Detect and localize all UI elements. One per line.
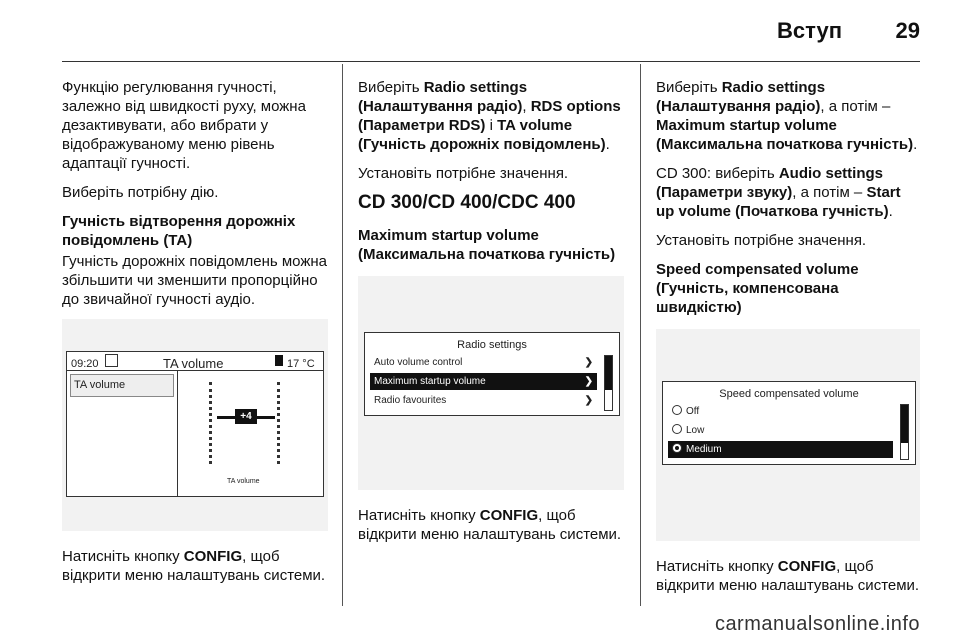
menu-pane <box>67 371 178 496</box>
config-key: CONFIG <box>777 558 837 575</box>
column-divider <box>342 64 343 606</box>
display-screen <box>662 381 916 465</box>
paragraph: Виберіть потрібну дію. <box>62 184 219 201</box>
radio-option[interactable]: Low <box>668 422 893 439</box>
paragraph: CD 300: виберіть Audio settings (Параметри звуку), а потім – Start up volume (Початкова гучність). <box>656 165 901 220</box>
paragraph: Функцію регулювання гучності, залежно від швидкості руху, можна дезактивувати, або вибрати у відображуваному меню рівень адаптації гучності. <box>62 79 306 172</box>
volume-caption: TA volume <box>227 478 260 485</box>
menu-item-selected[interactable]: Maximum startup volume ❯ <box>370 373 597 390</box>
radio-icon <box>672 424 682 434</box>
chevron-right-icon: ❯ <box>584 357 593 368</box>
screen-title: TA volume <box>163 356 224 371</box>
paragraph: Установіть потрібне значення. <box>656 232 867 249</box>
volume-scale-right <box>277 382 284 464</box>
page-number: 29 <box>895 18 920 43</box>
status-bar <box>67 352 323 371</box>
subheading: Speed compensated volume (Гучність, компенсована швидкістю) <box>656 261 859 316</box>
menu-item[interactable]: Radio favourites ❯ <box>370 392 597 409</box>
config-key: CONFIG <box>183 548 243 565</box>
clock: 09:20 <box>71 358 99 370</box>
speed-volume-screenshot <box>656 329 920 541</box>
paragraph: Гучність дорожніх повідомлень можна збільшити чи зменшити пропорційно до звичайної гучності аудіо. <box>62 253 328 308</box>
radio-option-selected[interactable]: Medium <box>668 441 893 458</box>
temperature: 17 °C <box>287 358 315 370</box>
menu-item[interactable]: TA volume <box>70 374 174 397</box>
paragraph: Натисніть кнопку CONFIG, щоб відкрити меню налаштувань системи. <box>62 548 326 584</box>
chevron-right-icon: ❯ <box>584 395 593 406</box>
display-screen <box>66 351 324 497</box>
column-divider <box>640 64 641 606</box>
cd-icon <box>105 354 118 367</box>
column-3 <box>656 78 922 605</box>
scrollbar[interactable] <box>604 355 613 411</box>
screen-title: Speed compensated volume <box>719 388 859 400</box>
subheading: Maximum startup volume (Максимальна початкова гучність) <box>358 227 616 263</box>
paragraph: Виберіть Radio settings (Налаштування радіо), а потім – Maximum startup volume (Максимальна початкова гучність). <box>656 79 918 153</box>
ta-volume-screenshot <box>62 319 328 531</box>
config-key: CONFIG <box>479 507 539 524</box>
paragraph: Натисніть кнопку CONFIG, щоб відкрити меню налаштувань системи. <box>656 558 920 594</box>
subheading: Гучність відтворення дорожніх повідомлень (TA) <box>62 213 296 249</box>
column-1 <box>62 78 328 595</box>
paragraph: Установіть потрібне значення. <box>358 165 569 182</box>
display-screen <box>364 332 620 416</box>
radio-option[interactable]: Off <box>668 403 893 420</box>
menu-item[interactable]: Auto volume control ❯ <box>370 354 597 371</box>
volume-value[interactable]: +4 <box>235 409 257 424</box>
section-heading: CD 300/CD 400/CDC 400 <box>358 192 576 213</box>
thermometer-icon <box>275 355 283 366</box>
radio-icon <box>672 405 682 415</box>
volume-scale-left <box>209 382 216 464</box>
header-divider <box>62 61 920 62</box>
scrollbar[interactable] <box>900 404 909 460</box>
radio-checked-icon <box>672 443 682 453</box>
radio-settings-screenshot <box>358 276 624 490</box>
section-title: Вступ <box>777 18 842 43</box>
screen-title: Radio settings <box>457 339 527 351</box>
paragraph: Натисніть кнопку CONFIG, щоб відкрити меню налаштувань системи. <box>358 507 622 543</box>
column-2 <box>358 78 626 554</box>
chevron-right-icon: ❯ <box>584 376 593 387</box>
page-header <box>0 0 960 62</box>
watermark: carmanualsonline.info <box>714 613 920 635</box>
paragraph: Виберіть Radio settings (Налаштування радіо), RDS options (Параметри RDS) і TA volume (Гучність дорожніх повідомлень). <box>358 79 621 153</box>
